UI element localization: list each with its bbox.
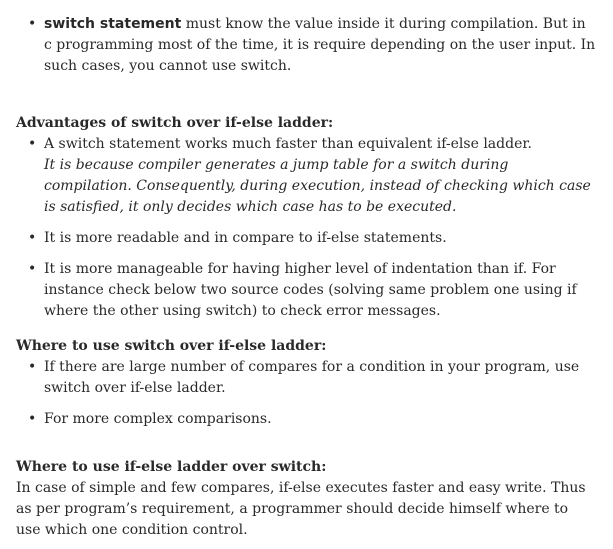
list-item-text: For more complex comparisons. <box>44 411 272 427</box>
list-item <box>16 357 596 399</box>
intro-list <box>16 14 596 77</box>
article-body <box>16 14 596 541</box>
list-item-italic-note: It is because compiler generates a jump table for a switch during compilation. Consequently, during execution, instead of checking which case is satisfied, it only decides which case has to be executed. <box>44 157 591 215</box>
advantages-heading: Advantages of switch over if-else ladder: <box>16 115 334 131</box>
list-item <box>16 134 596 218</box>
switch-usage-heading: Where to use switch over if-else ladder: <box>16 338 327 354</box>
list-item <box>16 14 596 77</box>
switch-statement-term: switch statement <box>44 16 182 32</box>
list-item <box>16 259 596 322</box>
list-item-text: A switch statement works much faster than equivalent if-else ladder. <box>44 136 532 152</box>
list-item <box>16 228 596 249</box>
switch-usage-list <box>16 357 596 430</box>
list-item-text: It is more readable and in compare to if-else statements. <box>44 230 447 246</box>
ifelse-usage-paragraph: In case of simple and few compares, if-else executes faster and easy write. Thus as per program’s requirement, a programmer should decide himself where to use which one condition control. <box>16 480 586 538</box>
list-item-text: If there are large number of compares for a condition in your program, use switch over if-else ladder. <box>44 359 580 396</box>
list-item-text: must know the value inside it during compilation. But in c programming most of the time, it is require depending on the user input. In such cases, you cannot use switch. <box>44 16 596 74</box>
advantages-list <box>16 134 596 322</box>
ifelse-usage-heading: Where to use if-else ladder over switch: <box>16 459 327 475</box>
list-item <box>16 409 596 430</box>
list-item-text: It is more manageable for having higher level of indentation than if. For instance check below two source codes (solving same problem one using if where the other using switch) to check error messages. <box>44 261 577 319</box>
